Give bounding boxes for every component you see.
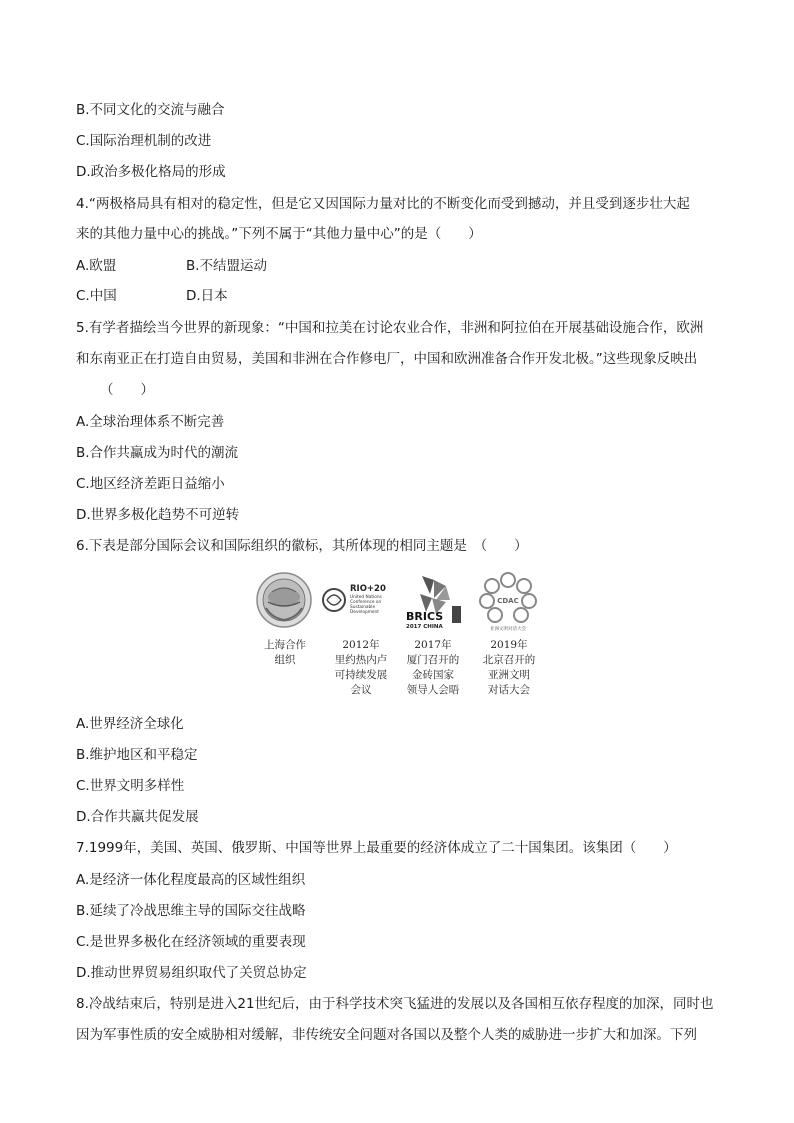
q5-option-c: C.地区经济差距日益缩小 <box>76 476 225 492</box>
cdac-caption-line: 北京召开的 <box>482 654 536 666</box>
q4-option-c: C.中国 <box>76 288 117 304</box>
q6-stem: 6.下表是部分国际会议和国际组织的徽标，其所体现的相同主题是 （ ） <box>76 538 528 554</box>
q7-option-a: A.是经济一体化程度最高的区域性组织 <box>76 872 306 888</box>
rio20-logo-title: RIO+20 <box>350 584 386 594</box>
cdac-caption-line: 亚洲文明 <box>488 669 530 681</box>
rio20-logo-line4: Development <box>350 610 379 615</box>
q4-stem-line1: 4.“两极格局具有相对的稳定性，但是它又因国际力量对比的不断变化而受到撼动，并且受到逐步壮大起 <box>76 196 690 212</box>
rio20-emblem-icon <box>320 570 396 634</box>
rio20-caption-line: 里约热内卢 <box>334 654 388 666</box>
q4-option-a: A.欧盟 <box>76 258 117 274</box>
q3-option-b: B.不同文化的交流与融合 <box>76 102 225 118</box>
q8-stem-line1: 8.冷战结束后，特别是进入21世纪后，由于科学技术突飞猛进的发展以及各国相互依存程度的加深，同时也 <box>76 996 714 1012</box>
cdac-logo-sub: 亚洲文明对话大会 <box>490 627 526 632</box>
q4-option-d: D.日本 <box>186 288 228 304</box>
q7-option-d: D.推动世界贸易组织取代了关贸总协定 <box>76 965 307 981</box>
q8-stem-line2: 因为军事性质的安全威胁相对缓解，非传统安全问题对各国以及整个人类的威胁进一步扩大和加深。下列 <box>76 1027 697 1043</box>
q7-option-b: B.延续了冷战思维主导的国际交往战略 <box>76 903 306 919</box>
rio20-caption-line: 2012年 <box>342 639 380 651</box>
q5-option-b: B.合作共赢成为时代的潮流 <box>76 445 239 461</box>
cdac-caption <box>474 638 544 698</box>
q5-stem-line2: 和东南亚正在打造自由贸易，美国和非洲在合作修电厂，中国和欧洲准备合作开发北极。”这些现象反映出 <box>76 351 698 367</box>
sco-caption <box>250 638 320 668</box>
q5-option-d: D.世界多极化趋势不可逆转 <box>76 507 240 523</box>
q5-stem-line1: 5.有学者描绘当今世界的新现象：“中国和拉美在讨论农业合作，非洲和阿拉伯在开展基础设施合作，欧洲 <box>76 320 704 336</box>
q5-answer-blank: （ ） <box>100 382 154 398</box>
q3-option-c: C.国际治理机制的改进 <box>76 133 212 149</box>
q6-option-b: B.维护地区和平稳定 <box>76 747 198 763</box>
rio20-logo-line1: United Nations <box>350 595 382 600</box>
cdac-emblem-icon <box>476 570 540 634</box>
brics-logo-sub: 2017 CHINA <box>406 624 443 630</box>
q4-option-b: B.不结盟运动 <box>186 258 268 274</box>
q6-option-c: C.世界文明多样性 <box>76 778 185 794</box>
q6-logo-table <box>250 570 550 700</box>
q5-option-a: A.全球治理体系不断完善 <box>76 414 225 430</box>
brics-emblem-icon <box>400 570 464 634</box>
brics-caption-line: 领导人会晤 <box>406 684 460 696</box>
sco-emblem-icon <box>252 570 316 634</box>
rio20-caption-line: 可持续发展 <box>334 669 388 681</box>
rio20-caption <box>326 638 396 698</box>
brics-caption <box>398 638 468 698</box>
brics-caption-line: 2017年 <box>414 639 452 651</box>
q3-option-d: D.政治多极化格局的形成 <box>76 164 226 180</box>
sco-caption-line: 组织 <box>274 654 296 666</box>
brics-caption-line: 厦门召开的 <box>406 654 460 666</box>
cdac-logo-title: CDAC <box>497 597 519 605</box>
rio20-logo-line2: Conference on <box>350 600 382 605</box>
q6-option-a: A.世界经济全球化 <box>76 716 184 732</box>
q7-stem: 7.1999年，美国、英国、俄罗斯、中国等世界上最重要的经济体成立了二十国集团。该集团（ ） <box>76 840 677 856</box>
q6-option-d: D.合作共赢共促发展 <box>76 809 199 825</box>
brics-logo-title: BRICS <box>406 610 444 623</box>
q4-stem-line2: 来的其他力量中心的挑战。”下列不属于“其他力量中心”的是（ ） <box>76 226 482 242</box>
rio20-caption-line: 会议 <box>350 684 372 696</box>
cdac-caption-line: 对话大会 <box>488 684 530 696</box>
rio20-logo-line3: Sustainable <box>350 605 376 610</box>
sco-caption-line: 上海合作 <box>264 639 306 651</box>
q7-option-c: C.是世界多极化在经济领域的重要表现 <box>76 934 306 950</box>
cdac-caption-line: 2019年 <box>490 639 528 651</box>
brics-caption-line: 金砖国家 <box>412 669 454 681</box>
